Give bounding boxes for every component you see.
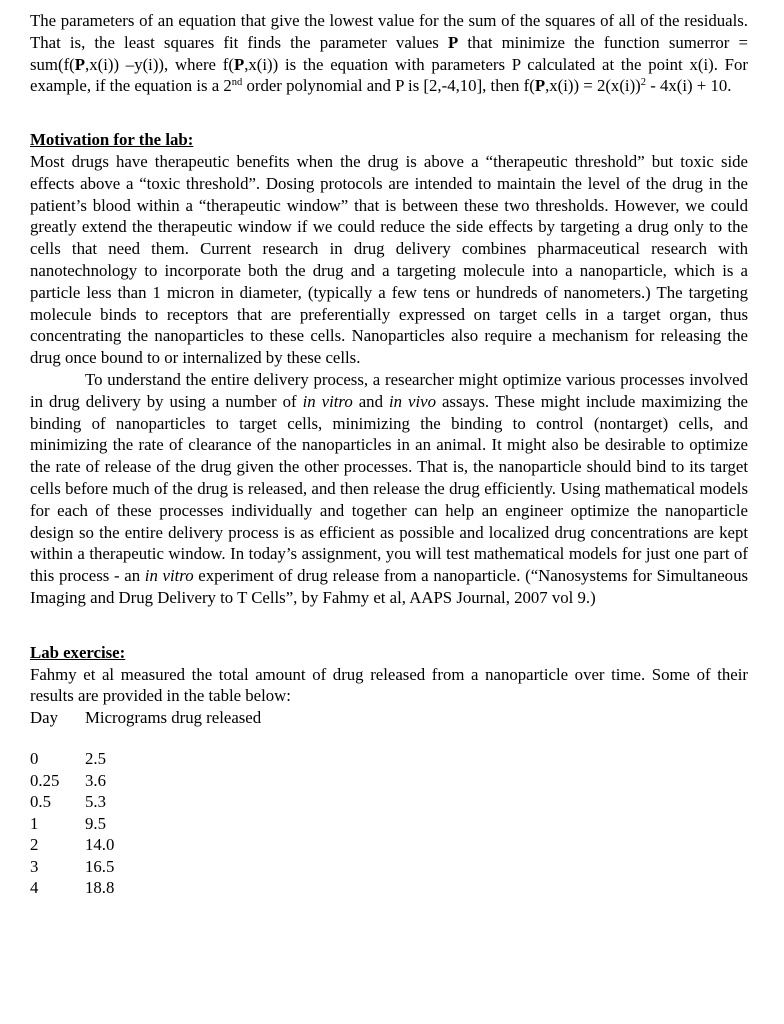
release-value-cell: 3.6: [85, 770, 106, 790]
motivation-paragraph-1: Most drugs have therapeutic benefits when the drug is above a “therapeutic threshold” but toxic side effects above a “toxic threshold”. Dosing protocols are intended to maintain the level of the drug in the patient’s blood within a “therapeutic window” that is between these two thresholds. However, we could greatly extend the therapeutic window if we could reduce the side effects by targeting a drug only to the cells that need them. Current research in drug delivery combines pharmaceutical research with nanotechnology to incorporate both the drug and a targeting molecule into a nanoparticle, which is a particle less than 1 micron in diameter, (typically a few tens or hundreds of nanometers.) The targeting molecule binds to receptors that are preferentially expressed on target cells in a target organ, thus concentrating the nanoparticles to these cells. Nanoparticles also require a mechanism for releasing the drug once bound to or internalized by these cells.: [30, 151, 748, 368]
table-row: [30, 791, 114, 813]
intro-text: ,x(i)) is the equation with parameters P calculated at the point x(i). For example, if the equation is a 2: [30, 54, 748, 96]
intro-text: ,x(i)) = 2(x(i)): [545, 76, 641, 96]
release-value-cell: 5.3: [85, 792, 106, 812]
intro-paragraph: [30, 10, 748, 97]
intro-text: order polynomial and P is [2,-4,10], then f(: [242, 76, 535, 96]
motivation-text: and: [352, 391, 389, 411]
table-body: [30, 748, 114, 899]
release-value-cell: 9.5: [85, 813, 106, 833]
in-vivo-term: in vivo: [388, 391, 436, 411]
day-cell: 3: [30, 856, 39, 876]
day-cell: 1: [30, 813, 39, 833]
release-value-cell: 2.5: [85, 748, 106, 768]
drug-release-table: [30, 748, 114, 899]
day-cell: 0.5: [30, 792, 51, 812]
motivation-text: To understand the entire delivery process, a researcher might optimize various processes involved in drug delivery by using a number of: [30, 369, 748, 411]
release-value-cell: 14.0: [85, 835, 115, 855]
param-symbol: P: [447, 32, 459, 52]
column-header-day: Day: [30, 708, 58, 728]
release-value-cell: 16.5: [85, 856, 115, 876]
intro-text: that minimize the function sumerror = sum(f(: [30, 32, 748, 74]
param-symbol: P: [74, 54, 86, 74]
table-row: [30, 856, 114, 878]
motivation-heading: Motivation for the lab:: [30, 130, 194, 150]
square-superscript: 2: [640, 77, 646, 89]
lab-paragraph: Fahmy et al measured the total amount of drug released from a nanoparticle over time. Some of their results are provided in the table below:: [30, 664, 748, 706]
table-header: [30, 707, 748, 729]
intro-text: ,x(i)) –y(i)), where f(: [85, 54, 234, 74]
param-symbol: P: [534, 76, 546, 96]
day-cell: 2: [30, 835, 39, 855]
motivation-text: experiment of drug release from a nanoparticle. (“Nanosystems for Simultaneous Imaging and Drug Delivery to T Cells”, by Fahmy et al, AAPS Journal, 2007 vol 9.): [30, 566, 748, 607]
motivation-paragraph-2: [30, 369, 748, 609]
intro-text: - 4x(i) + 10.: [646, 76, 732, 96]
table-row: [30, 748, 114, 770]
table-row: [30, 834, 114, 856]
document-page: [30, 10, 748, 899]
day-cell: 0.25: [30, 770, 60, 790]
spacer: [30, 729, 748, 748]
day-cell: 4: [30, 878, 39, 898]
table-row: [30, 813, 114, 835]
spacer: [30, 609, 748, 642]
lab-heading: Lab exercise:: [30, 642, 126, 662]
table-row: [30, 770, 114, 792]
in-vitro-term: in vitro: [302, 391, 353, 411]
day-cell: 0: [30, 748, 39, 768]
motivation-text: assays. These might include maximizing the binding of nanoparticles to target cells, minimizing the binding to control (nontarget) cells, and minimizing the rate of clearance of the nanoparticles in an animal. It might also be desirable to optimize the rate of release of the drug given the other processes. That is, the nanoparticle should bind to its target cells before much of the drug is released, and then release the drug efficiently. Using mathematical models for each of these processes individually and together can help an engineer optimize the nanoparticle design so the entire delivery process is as efficient as possible and localized drug concentrations are kept within a therapeutic window. In today’s assignment, you will test mathematical models for just one part of this process - an: [30, 391, 748, 586]
intro-text: The parameters of an equation that give the lowest value for the sum of the squares of all of the residuals. That is, the least squares fit finds the parameter values: [30, 11, 748, 52]
ordinal-superscript: nd: [231, 77, 243, 89]
table-row: [30, 877, 114, 899]
release-value-cell: 18.8: [85, 878, 115, 898]
in-vitro-term: in vitro: [144, 566, 194, 586]
spacer: [30, 97, 748, 129]
param-symbol: P: [233, 54, 245, 74]
column-header-release: Micrograms drug released: [85, 708, 262, 728]
